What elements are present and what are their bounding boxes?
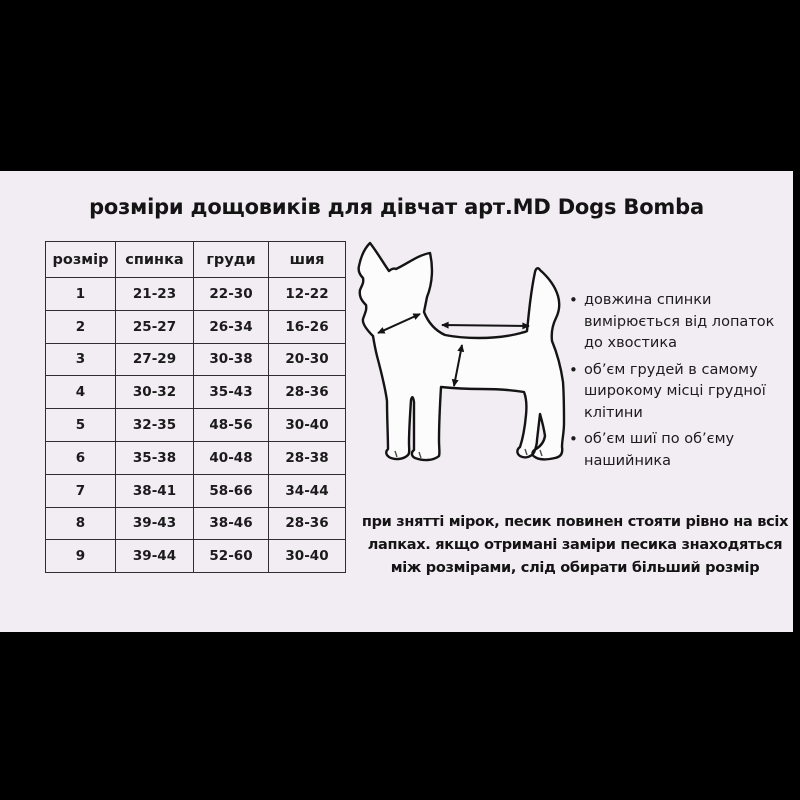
table-row: [46, 310, 346, 343]
table-row: [46, 507, 346, 540]
measurement-cell: 40-48: [194, 441, 269, 474]
column-header-chest: груди: [194, 242, 269, 278]
measurement-cell: 25-27: [116, 310, 194, 343]
size-chart-card: [0, 171, 793, 632]
measurement-cell: 38-46: [194, 507, 269, 540]
note-text: довжина спинки вимірюється від лопаток до хвостика: [584, 292, 775, 351]
measurement-cell: 12-22: [269, 278, 346, 311]
measurement-cell: 28-36: [269, 376, 346, 409]
bullet-dot: •: [569, 360, 578, 379]
column-header-back: спинка: [116, 242, 194, 278]
footer-note-line: при знятті мірок, песик повинен стояти рівно на всіх: [361, 514, 789, 530]
measurement-cell: 38-41: [116, 474, 194, 507]
size-cell: 6: [46, 441, 116, 474]
table-row: [46, 540, 346, 573]
measurement-cell: 30-32: [116, 376, 194, 409]
measurement-cell: 28-36: [269, 507, 346, 540]
measurement-cell: 58-66: [194, 474, 269, 507]
table-row: [46, 343, 346, 376]
table-header-row: [46, 242, 346, 278]
measurement-cell: 32-35: [116, 409, 194, 442]
size-cell: 3: [46, 343, 116, 376]
measurement-cell: 21-23: [116, 278, 194, 311]
footer-note-line: між розмірами, слід обирати більший розмір: [390, 560, 760, 576]
bullet-dot: •: [569, 291, 578, 309]
bullet-dot: •: [569, 430, 578, 448]
table-row: [46, 278, 346, 311]
size-cell: 5: [46, 409, 116, 442]
size-table-body: [46, 278, 346, 573]
measurement-notes-list: [569, 290, 788, 477]
column-header-size: розмір: [46, 242, 116, 278]
footer-note: [352, 511, 798, 580]
measurement-cell: 34-44: [269, 474, 346, 507]
measurement-cell: 30-38: [194, 343, 269, 376]
measurement-cell: 20-30: [269, 343, 346, 376]
measurement-cell: 39-44: [116, 540, 194, 573]
list-item: [569, 429, 788, 472]
measurement-cell: 35-43: [194, 376, 269, 409]
size-cell: 9: [46, 540, 116, 573]
table-row: [46, 474, 346, 507]
measurement-cell: 39-43: [116, 507, 194, 540]
measurement-cell: 48-56: [194, 409, 269, 442]
size-cell: 4: [46, 376, 116, 409]
list-item: [569, 290, 788, 355]
page-title: розміри дощовиків для дівчат арт.MD Dogs Bomba: [89, 195, 704, 219]
size-cell: 7: [46, 474, 116, 507]
measurement-cell: 35-38: [116, 441, 194, 474]
measurement-cell: 26-34: [194, 310, 269, 343]
table-row: [46, 441, 346, 474]
measurement-cell: 28-38: [269, 441, 346, 474]
measurement-cell: 52-60: [194, 540, 269, 573]
table-row: [46, 376, 346, 409]
column-header-neck: шия: [269, 242, 346, 278]
list-item: [569, 360, 788, 425]
measurement-cell: 30-40: [269, 540, 346, 573]
note-text: об’єм грудей в самому широкому місці грудної клітини: [584, 361, 766, 421]
measurement-cell: 27-29: [116, 343, 194, 376]
note-text: об’єм шиї по об’єму нашийника: [584, 431, 735, 469]
size-table: [45, 241, 346, 573]
table-row: [46, 409, 346, 442]
size-cell: 1: [46, 278, 116, 311]
measurement-cell: 22-30: [194, 278, 269, 311]
measurement-cell: 16-26: [269, 310, 346, 343]
back-length-arrow: [442, 325, 529, 326]
size-cell: 8: [46, 507, 116, 540]
footer-note-line: лапках. якщо отримані заміри песика знаходяться: [367, 537, 783, 553]
measurement-cell: 30-40: [269, 409, 346, 442]
size-cell: 2: [46, 310, 116, 343]
